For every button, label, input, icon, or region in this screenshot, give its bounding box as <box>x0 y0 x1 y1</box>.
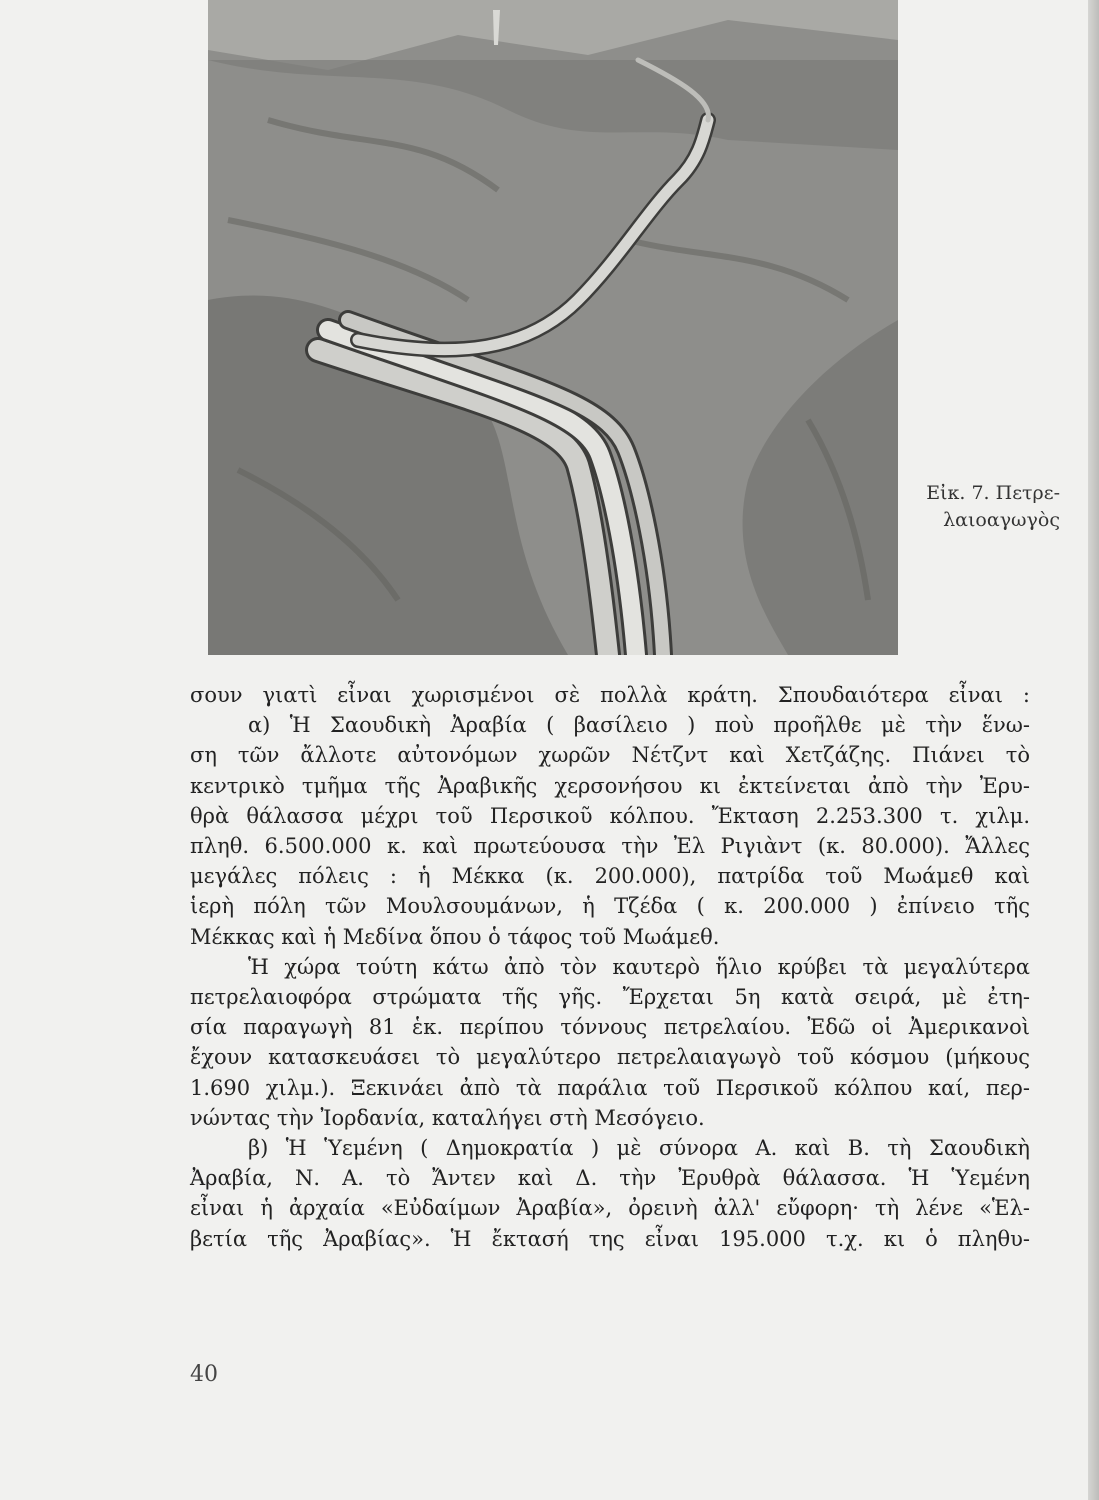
text-line: βετία τῆς Ἀραβίας». Ἡ ἔκτασή της εἶναι 195.000 τ.χ. κι ὁ πληθυ- <box>190 1226 1030 1251</box>
page-number: 40 <box>190 1362 218 1387</box>
text-line: α) Ἡ Σαουδικὴ Ἀραβία ( βασίλειο ) ποὺ προῆλθε μὲ τὴν ἕνω- <box>248 713 1030 738</box>
text-line: σία παραγωγὴ 81 ἑκ. περίπου τόννους πετρελαίου. Ἐδῶ οἱ Ἀμερικανοὶ <box>190 1015 1030 1040</box>
text-line: ἔχουν κατασκευάσει τὸ μεγαλύτερο πετρελαιαγωγὸ τοῦ κόσμου (μήκους <box>190 1045 1030 1070</box>
page-edge <box>1088 0 1099 1500</box>
text-line: πετρελαιοφόρα στρώματα τῆς γῆς. Ἔρχεται 5η κατὰ σειρά, μὲ ἐτη- <box>190 985 1030 1010</box>
text-line: θρὰ θάλασσα μέχρι τοῦ Περσικοῦ κόλπου. Ἔκταση 2.253.300 τ. χιλμ. <box>190 803 1030 828</box>
text-line: Μέκκας καὶ ἡ Μεδίνα ὅπου ὁ τάφος τοῦ Μωάμεθ. <box>190 924 720 949</box>
text-line: σουν γιατὶ εἶναι χωρισμένοι σὲ πολλὰ κράτη. Σπουδαιότερα εἶναι : <box>190 683 1030 707</box>
caption-line: Εἰκ. 7. Πετρε- <box>926 482 1060 504</box>
pipeline-illustration <box>208 0 898 655</box>
text-line: ἱερὴ πόλη τῶν Μουλσουμάνων, ἡ Τζέδα ( κ. 200.000 ) ἐπίνειο τῆς <box>190 894 1030 919</box>
text-line: ση τῶν ἄλλοτε αὐτονόμων χωρῶν Νέτζντ καὶ Χετζάζης. Πιάνει τὸ <box>190 743 1030 768</box>
figure-caption <box>916 480 1060 534</box>
text-line: Ἀραβία, Ν. Α. τὸ Ἄντεν καὶ Δ. τὴν Ἐρυθρὰ θάλασσα. Ἡ Ὑεμένη <box>190 1166 1030 1191</box>
body-text <box>190 680 1030 1254</box>
text-line: Ἡ χώρα τούτη κάτω ἀπὸ τὸν καυτερὸ ἥλιο κρύβει τὰ μεγαλύτερα <box>248 954 1030 979</box>
text-line: νώντας τὴν Ἰορδανία, καταλήγει στὴ Μεσόγειο. <box>190 1105 705 1130</box>
text-line: β) Ἡ Ὑεμένη ( Δημοκρατία ) μὲ σύνορα Α. καὶ Β. τὴ Σαουδικὴ <box>248 1136 1030 1161</box>
pipeline-photo <box>208 0 898 655</box>
text-line: κεντρικὸ τμῆμα τῆς Ἀραβικῆς χερσονήσου κι ἐκτείνεται ἀπὸ τὴν Ἐρυ- <box>190 773 1030 798</box>
text-line: μεγάλες πόλεις : ἡ Μέκκα (κ. 200.000), πατρίδα τοῦ Μωάμεθ καὶ <box>190 864 1030 889</box>
text-line: εἶναι ἡ ἀρχαία «Εὐδαίμων Ἀραβία», ὀρεινὴ ἀλλ' εὔφορη· τὴ λένε «Ἑλ- <box>190 1196 1030 1221</box>
text-line: 1.690 χιλμ.). Ξεκινάει ἀπὸ τὰ παράλια τοῦ Περσικοῦ κόλπου καί, περ- <box>190 1075 1030 1100</box>
caption-line: λαιοαγωγὸς <box>943 509 1060 531</box>
text-line: πληθ. 6.500.000 κ. καὶ πρωτεύουσα τὴν Ἐλ Ριγιὰντ (κ. 80.000). Ἄλλες <box>190 834 1030 859</box>
